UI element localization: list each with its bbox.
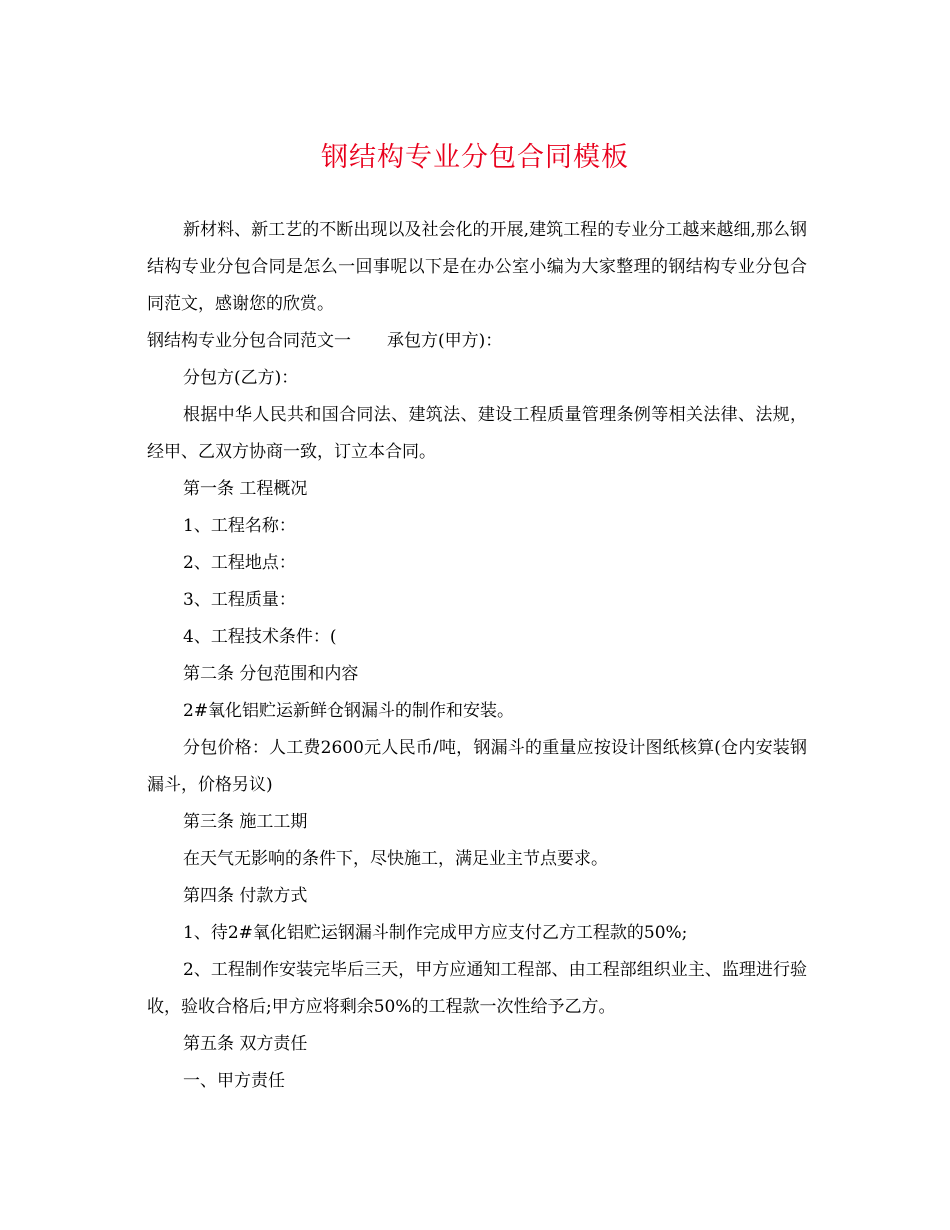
basis-paragraph: 根据中华人民共和国合同法、建筑法、建设工程质量管理条例等相关法律、法规，经甲、乙双方协商一致，订立本合同。 xyxy=(147,405,807,462)
intro-paragraph: 新材料、新工艺的不断出现以及社会化的开展,建筑工程的专业分工越来越细,那么钢结构专业分包合同是怎么一回事呢以下是在办公室小编为大家整理的钢结构专业分包合同范文，感谢您的欣赏。 xyxy=(147,220,807,314)
article-1-item: 4、工程技术条件：( xyxy=(183,627,337,647)
article-1-item: 1、工程名称： xyxy=(183,516,296,536)
article-5-title: 第五条 双方责任 xyxy=(183,1034,308,1054)
article-3-title: 第三条 施工工期 xyxy=(183,812,308,832)
document-title: 钢结构专业分包合同模板 xyxy=(321,142,629,173)
article-2-scope: 2#氧化铝贮运新鲜仓钢漏斗的制作和安装。 xyxy=(183,701,515,721)
article-1-title: 第一条 工程概况 xyxy=(183,479,308,499)
article-1-item: 2、工程地点： xyxy=(183,553,296,573)
sample-heading: 钢结构专业分包合同范文一 xyxy=(147,331,351,351)
document-body xyxy=(147,212,807,1100)
article-2-price: 分包价格：人工费2600元人民币/吨，钢漏斗的重量应按设计图纸核算(仓内安装钢漏斗，价格另议) xyxy=(147,738,807,795)
article-4-title: 第四条 付款方式 xyxy=(183,886,308,906)
article-2-title: 第二条 分包范围和内容 xyxy=(183,664,359,684)
article-1-item: 3、工程质量： xyxy=(183,590,296,610)
article-3-text: 在天气无影响的条件下，尽快施工，满足业主节点要求。 xyxy=(183,849,608,869)
article-5-sub-1: 一、甲方责任 xyxy=(183,1071,285,1091)
article-4-item-2: 2、工程制作安装完毕后三天，甲方应通知工程部、由工程部组织业主、监理进行验收，验收合格后;甲方应将剩余50%的工程款一次性给予乙方。 xyxy=(147,960,807,1017)
party-a-label: 承包方(甲方)： xyxy=(387,331,503,351)
party-b-label: 分包方(乙方)： xyxy=(183,368,299,388)
article-4-item-1: 1、待2#氧化铝贮运钢漏斗制作完成甲方应支付乙方工程款的50%; xyxy=(183,923,688,943)
sample-heading-line xyxy=(147,323,807,360)
